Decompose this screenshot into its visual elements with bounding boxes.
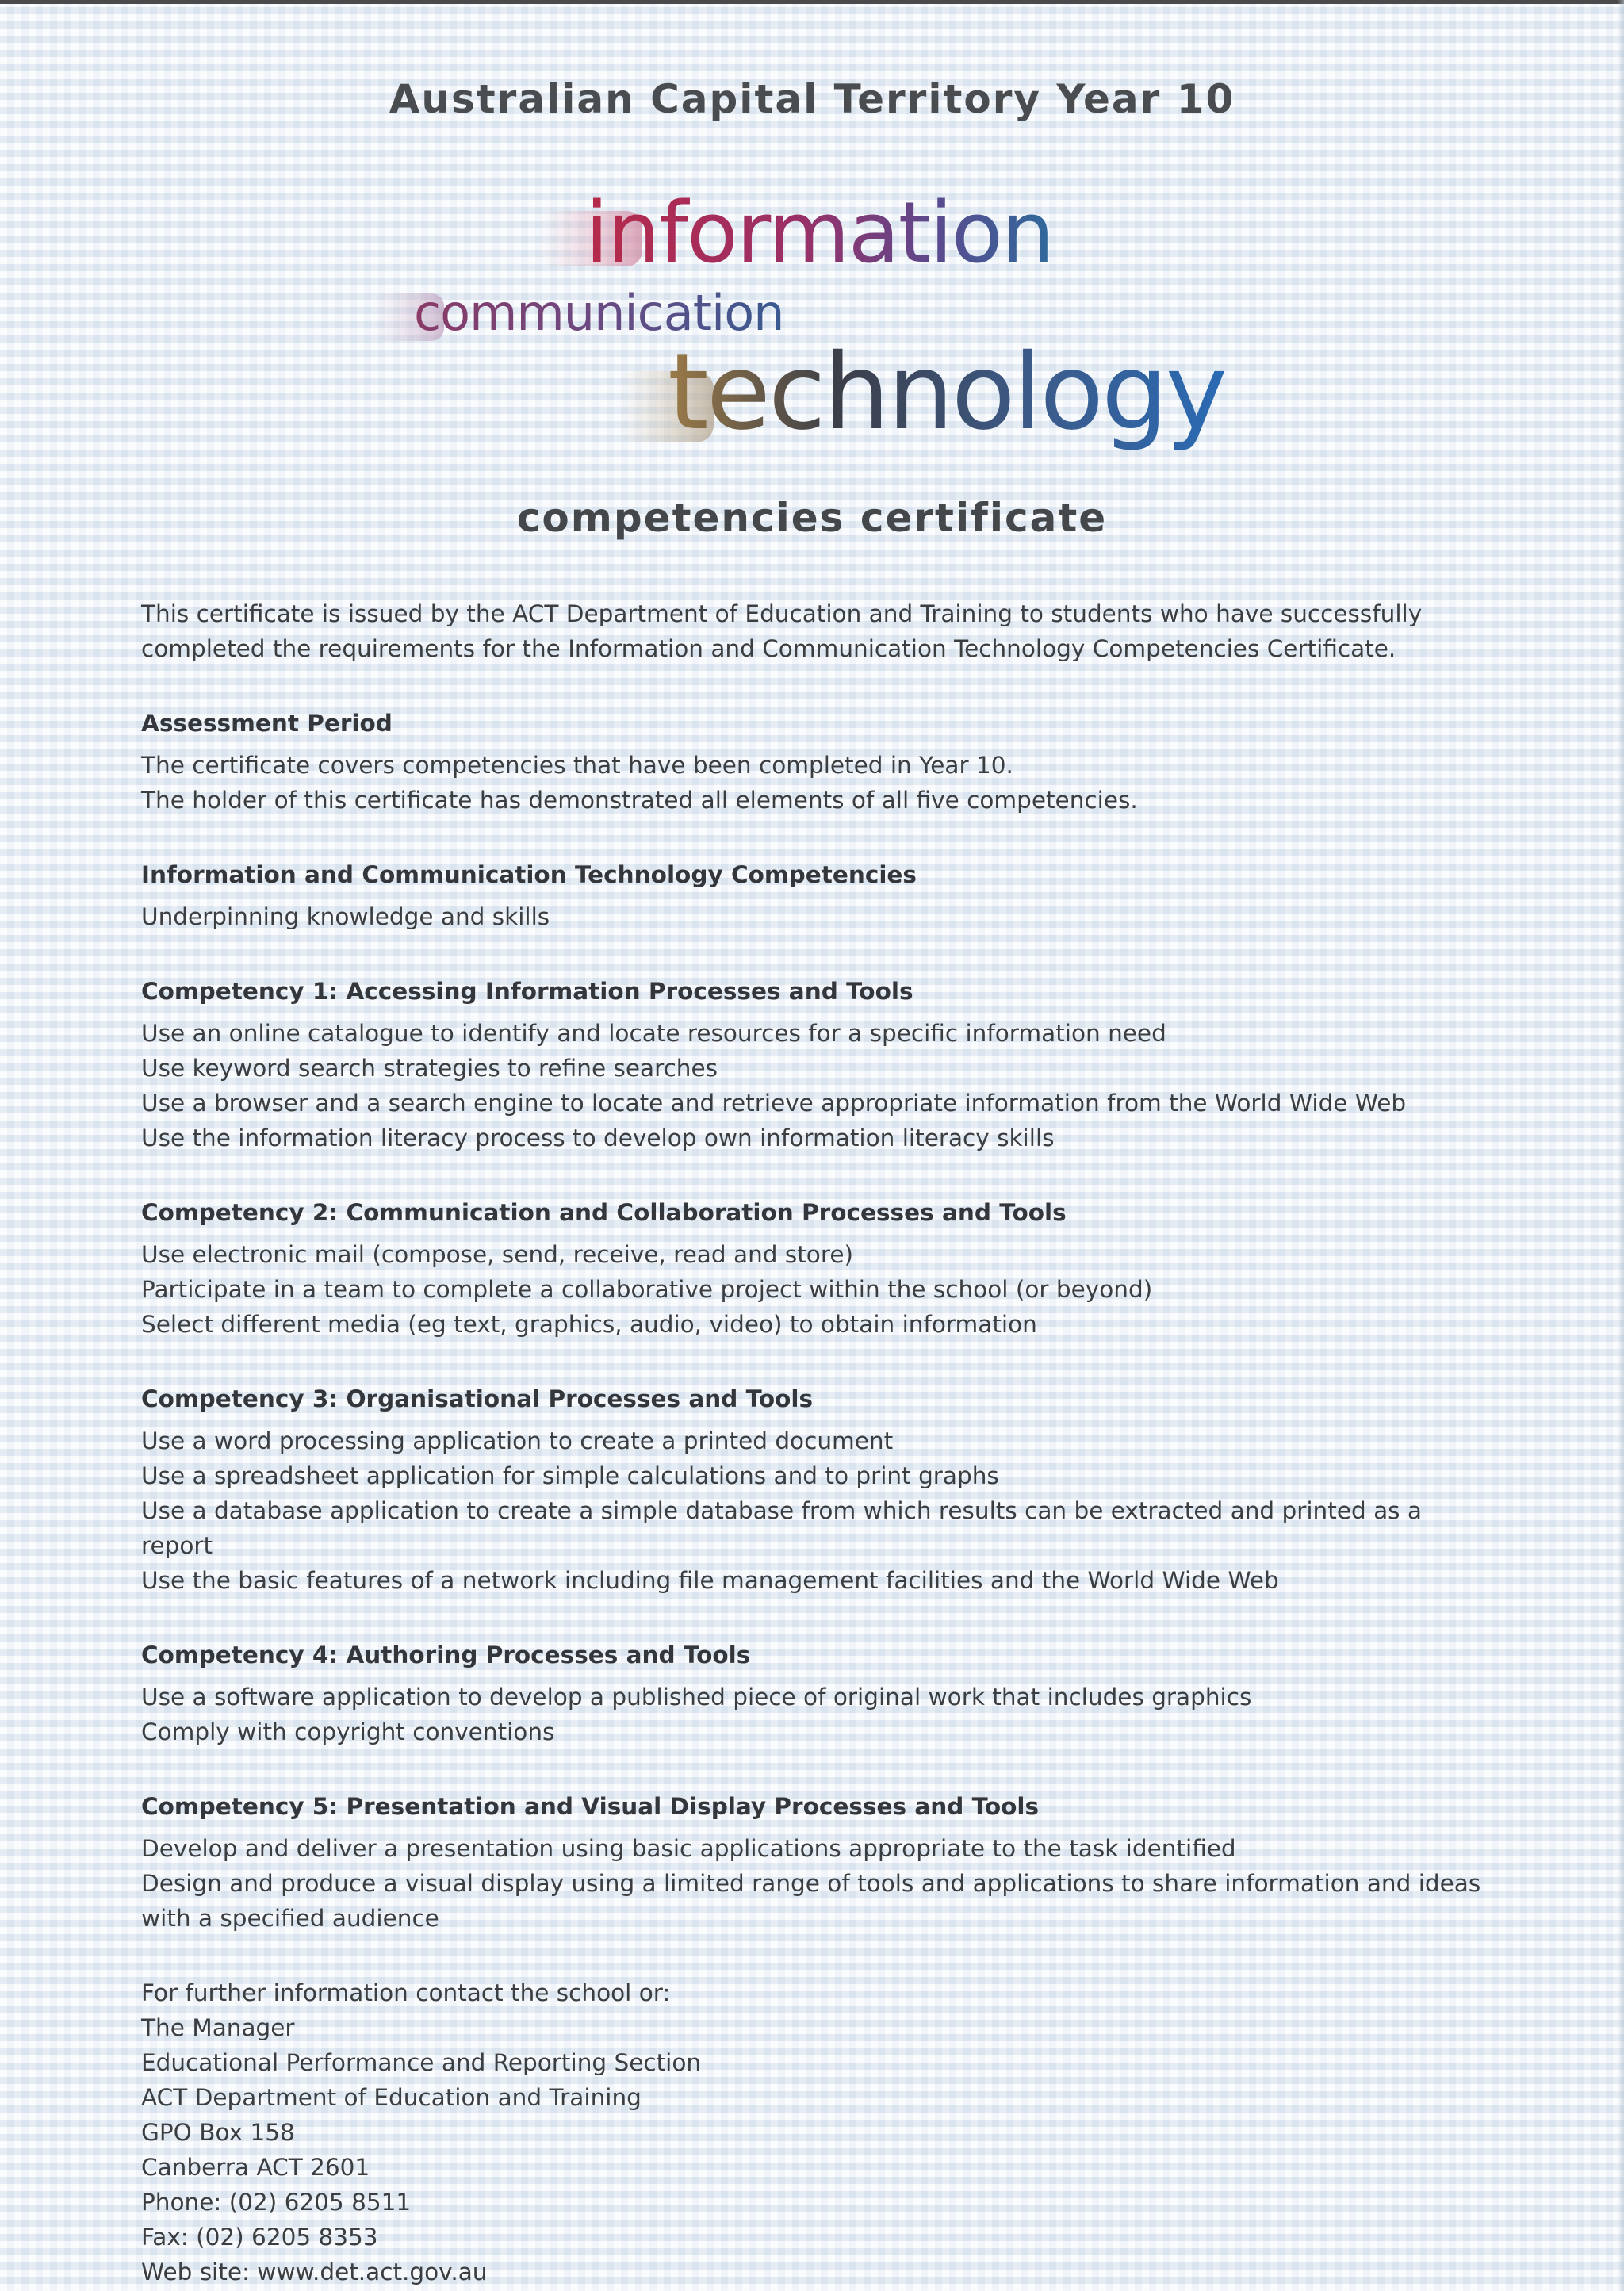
contact-address-line: The Manager [141,2014,295,2041]
section-item: Use the information literacy process to develop own information literacy skills [141,1124,1055,1151]
section-heading: Competency 2: Communication and Collaboration Processes and Tools [141,1199,1067,1226]
intro-paragraph [141,596,1489,666]
contact-block [141,1975,1489,2289]
section-3 [141,974,1489,1155]
logo-word-technology: technology [668,331,1225,454]
section-item: Select different media (eg text, graphics, audio, video) to obtain information [141,1311,1037,1338]
intro-text: This certificate is issued by the ACT Department of Education and Training to students who have successfully completed the requirements for the Information and Communication Technology Competencies Certificate. [141,600,1423,662]
section-heading: Competency 4: Authoring Processes and Tools [141,1642,751,1668]
section-item: Use the basic features of a network including file management facilities and the World Wide Web [141,1567,1279,1594]
section-item: Use a word processing application to create a printed document [141,1427,894,1454]
section-heading: Information and Communication Technology Competencies [141,861,917,888]
section-item-list [141,899,1489,934]
section-2 [141,857,1489,934]
section-item: The holder of this certificate has demonstrated all elements of all five competencies. [141,787,1138,814]
contact-intro-line: For further information contact the school or: [141,1979,671,2006]
page-top-edge [0,0,1624,4]
section-1 [141,706,1489,818]
section-heading: Competency 3: Organisational Processes and Tools [141,1385,814,1412]
ict-wordmark-logo [0,167,1624,484]
section-item-list [141,1016,1489,1155]
certificate-jurisdiction-title: Australian Capital Territory Year 10 [389,76,1235,122]
section-item-list [141,1237,1489,1342]
section-item: Use a spreadsheet application for simple calculations and to print graphs [141,1462,999,1489]
section-5 [141,1381,1489,1598]
contact-address-line: Canberra ACT 2601 [141,2154,370,2181]
logo-word-information: information [585,184,1053,282]
section-item: Use electronic mail (compose, send, receive, read and store) [141,1241,853,1268]
section-item: Use a browser and a search engine to locate and retrieve appropriate information from the World Wide Web [141,1090,1407,1117]
certificate-body [141,596,1489,2289]
contact-address-line: Fax: (02) 6205 8353 [141,2224,378,2251]
section-item: Comply with copyright conventions [141,1718,555,1745]
contact-address-line: Phone: (02) 6205 8511 [141,2189,412,2216]
contact-address-line: ACT Department of Education and Training [141,2084,642,2111]
section-item-list [141,1831,1489,1936]
section-heading: Competency 5: Presentation and Visual Display Processes and Tools [141,1793,1040,1820]
contact-address-line: GPO Box 158 [141,2119,295,2146]
section-item: Use a database application to create a simple database from which results can be extracted and printed as a report [141,1497,1422,1559]
section-item: Use an online catalogue to identify and locate resources for a specific information need [141,1020,1166,1047]
section-item: Use a software application to develop a published piece of original work that includes graphics [141,1684,1252,1711]
section-item: with a specified audience [141,1905,439,1932]
section-item-list [141,1423,1489,1598]
section-heading: Assessment Period [141,710,393,737]
section-4 [141,1195,1489,1342]
section-item: Develop and deliver a presentation using basic applications appropriate to the task identified [141,1835,1236,1862]
section-item-list [141,748,1489,818]
section-heading: Competency 1: Accessing Information Processes and Tools [141,978,914,1005]
section-item: Participate in a team to complete a collaborative project within the school (or beyond) [141,1276,1153,1303]
section-item-list [141,1680,1489,1749]
section-6 [141,1638,1489,1749]
section-item: Underpinning knowledge and skills [141,903,550,930]
competency-sections [141,706,1489,1936]
section-item: The certificate covers competencies that have been completed in Year 10. [141,752,1013,779]
section-item: Use keyword search strategies to refine searches [141,1055,718,1082]
logo-word-communication: communication [414,284,784,342]
contact-address-line: Web site: www.det.act.gov.au [141,2258,488,2285]
contact-address-line: Educational Performance and Reporting Section [141,2049,702,2076]
section-7 [141,1789,1489,1936]
certificate-type-title: competencies certificate [516,495,1108,541]
section-item: Design and produce a visual display using a limited range of tools and applications to share information and ideas [141,1870,1481,1897]
